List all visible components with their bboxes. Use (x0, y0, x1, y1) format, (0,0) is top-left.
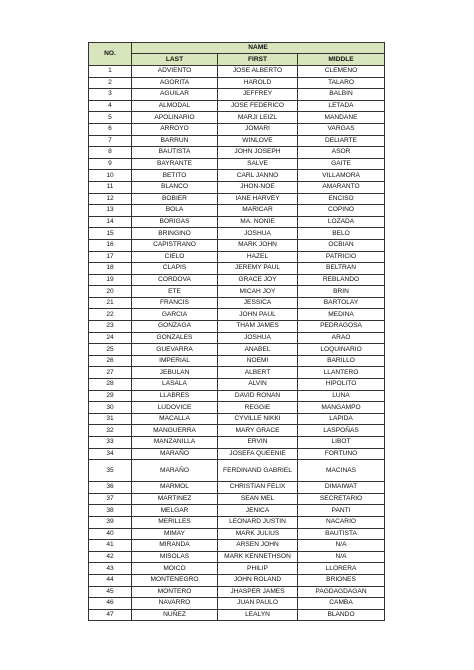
table-row (89, 493, 385, 505)
cell-middle: N/A (298, 551, 385, 563)
cell-first: ANABEL (218, 344, 298, 356)
cell-first: CYVILLE NIKKI (218, 413, 298, 425)
cell-last: BAYRANTE (132, 158, 218, 170)
table-row (89, 205, 385, 217)
table-row (89, 574, 385, 586)
cell-no: 3 (89, 89, 132, 101)
cell-first: GRACE JOY (218, 274, 298, 286)
cell-no: 14 (89, 216, 132, 228)
cell-middle: ENCISO (298, 193, 385, 205)
table-row (89, 344, 385, 356)
cell-middle: FORTUNO (298, 448, 385, 460)
table-row (89, 66, 385, 78)
cell-middle: LUNA (298, 390, 385, 402)
cell-last: GARCIA (132, 309, 218, 321)
cell-last: BRINGINO (132, 228, 218, 240)
cell-first: LEALYN (218, 609, 298, 621)
table-row (89, 551, 385, 563)
table-row (89, 460, 385, 482)
cell-middle: COPINO (298, 205, 385, 217)
cell-last: MISOLAS (132, 551, 218, 563)
cell-last: MELGAR (132, 505, 218, 517)
cell-last: MOICO (132, 563, 218, 575)
cell-first: JOSE ALBERTO (218, 66, 298, 78)
cell-no: 13 (89, 205, 132, 217)
table-row (89, 135, 385, 147)
cell-last: BETITO (132, 170, 218, 182)
cell-last: MARTINEZ (132, 493, 218, 505)
cell-first: MARK JOHN (218, 239, 298, 251)
table-row (89, 193, 385, 205)
cell-no: 35 (89, 460, 132, 482)
table-row (89, 89, 385, 101)
cell-last: MERILLES (132, 516, 218, 528)
cell-last: FRANCIS (132, 297, 218, 309)
cell-no: 42 (89, 551, 132, 563)
cell-last: AGUILAR (132, 89, 218, 101)
cell-middle: HIPOLITO (298, 379, 385, 391)
cell-middle: REBLANDO (298, 274, 385, 286)
cell-first: FERDINAND GABRIEL (218, 460, 298, 482)
cell-last: GONZAGA (132, 321, 218, 333)
cell-middle: OCBIAN (298, 239, 385, 251)
cell-middle: MEDINA (298, 309, 385, 321)
cell-middle: LETADA (298, 100, 385, 112)
cell-no: 10 (89, 170, 132, 182)
cell-last: ALMODAL (132, 100, 218, 112)
cell-first: JOMARI (218, 123, 298, 135)
cell-last: IMPERIAL (132, 355, 218, 367)
cell-first: MA. NONIE (218, 216, 298, 228)
cell-first: JOSE FEDERICO (218, 100, 298, 112)
cell-no: 16 (89, 239, 132, 251)
header-no: NO. (89, 43, 132, 66)
cell-middle: BRIONES (298, 574, 385, 586)
table-row (89, 239, 385, 251)
cell-no: 32 (89, 425, 132, 437)
cell-first: HAROLD (218, 77, 298, 89)
cell-middle: LOQUINARIO (298, 344, 385, 356)
table-row (89, 379, 385, 391)
cell-middle: VILLAMORA (298, 170, 385, 182)
table-row (89, 77, 385, 89)
cell-middle: DELIARTE (298, 135, 385, 147)
cell-middle: DIMAIWAT (298, 482, 385, 494)
table-row (89, 170, 385, 182)
table-row (89, 482, 385, 494)
cell-last: AGORITA (132, 77, 218, 89)
cell-no: 31 (89, 413, 132, 425)
cell-first: JHON-NOE (218, 181, 298, 193)
cell-last: BOBIER (132, 193, 218, 205)
cell-no: 38 (89, 505, 132, 517)
cell-no: 20 (89, 286, 132, 298)
cell-last: MANZANILLA (132, 437, 218, 449)
cell-middle: PATRICIO (298, 251, 385, 263)
cell-no: 22 (89, 309, 132, 321)
cell-last: MANGUERRA (132, 425, 218, 437)
table-row (89, 309, 385, 321)
cell-no: 1 (89, 66, 132, 78)
cell-first: PHILIP (218, 563, 298, 575)
cell-middle: BALBIN (298, 89, 385, 101)
header-middle: MIDDLE (298, 54, 385, 66)
cell-middle: VARGAS (298, 123, 385, 135)
cell-first: JOHN PAUL (218, 309, 298, 321)
cell-first: ALBERT (218, 367, 298, 379)
table-row (89, 147, 385, 159)
table-row (89, 586, 385, 598)
cell-no: 19 (89, 274, 132, 286)
cell-middle: BAUTISTA (298, 528, 385, 540)
table-row (89, 367, 385, 379)
cell-middle: CAMBA (298, 598, 385, 610)
cell-middle: BLANDO (298, 609, 385, 621)
cell-last: LUDOVICE (132, 402, 218, 414)
cell-no: 47 (89, 609, 132, 621)
table-row (89, 100, 385, 112)
cell-first: ARSEN JOHN (218, 540, 298, 552)
cell-first: JOSHUA (218, 228, 298, 240)
table-row (89, 112, 385, 124)
cell-no: 40 (89, 528, 132, 540)
table-row (89, 321, 385, 333)
table-row (89, 528, 385, 540)
table-row (89, 609, 385, 621)
cell-no: 6 (89, 123, 132, 135)
cell-no: 18 (89, 263, 132, 275)
table-row (89, 563, 385, 575)
cell-first: CARL JANNO (218, 170, 298, 182)
cell-middle: LAPIDA (298, 413, 385, 425)
cell-last: NUÑEZ (132, 609, 218, 621)
cell-middle: LLANTERO (298, 367, 385, 379)
cell-first: MARICAR (218, 205, 298, 217)
cell-no: 45 (89, 586, 132, 598)
cell-first: HAZEL (218, 251, 298, 263)
cell-no: 5 (89, 112, 132, 124)
cell-middle: GAITE (298, 158, 385, 170)
cell-no: 21 (89, 297, 132, 309)
cell-first: JESSICA (218, 297, 298, 309)
cell-last: NAVARRO (132, 598, 218, 610)
table-row (89, 216, 385, 228)
cell-middle: MANGAMPO (298, 402, 385, 414)
cell-no: 12 (89, 193, 132, 205)
cell-last: BORIGAS (132, 216, 218, 228)
header-last: LAST (132, 54, 218, 66)
cell-middle: BARTOLAY (298, 297, 385, 309)
cell-last: LLABRES (132, 390, 218, 402)
cell-no: 15 (89, 228, 132, 240)
cell-first: JOSEFA QUEENIE (218, 448, 298, 460)
table-body (89, 66, 385, 621)
cell-last: ETE (132, 286, 218, 298)
table-row (89, 540, 385, 552)
cell-last: ADVIENTO (132, 66, 218, 78)
cell-middle: MANDANE (298, 112, 385, 124)
table-row (89, 437, 385, 449)
cell-last: MONTERO (132, 586, 218, 598)
cell-last: BOLA (132, 205, 218, 217)
table-row (89, 263, 385, 275)
table-row (89, 516, 385, 528)
cell-last: LASALA (132, 379, 218, 391)
cell-last: ARROYO (132, 123, 218, 135)
cell-no: 4 (89, 100, 132, 112)
table-row (89, 251, 385, 263)
cell-middle: BELO (298, 228, 385, 240)
table-row (89, 228, 385, 240)
cell-middle: BELTRAN (298, 263, 385, 275)
cell-first: SEAN MEL (218, 493, 298, 505)
cell-no: 23 (89, 321, 132, 333)
cell-last: APOLINARIO (132, 112, 218, 124)
cell-middle: LIBOT (298, 437, 385, 449)
cell-first: JOHN ROLAND (218, 574, 298, 586)
cell-middle: ARAO (298, 332, 385, 344)
cell-no: 7 (89, 135, 132, 147)
cell-last: CORDOVA (132, 274, 218, 286)
cell-first: MARK JULIUS (218, 528, 298, 540)
table-row (89, 598, 385, 610)
cell-last: BAUTISTA (132, 147, 218, 159)
cell-last: CAPISTRANO (132, 239, 218, 251)
cell-middle: N/A (298, 540, 385, 552)
cell-no: 25 (89, 344, 132, 356)
cell-middle: SECRETARIO (298, 493, 385, 505)
cell-no: 43 (89, 563, 132, 575)
cell-first: LEONARD JUSTIN (218, 516, 298, 528)
cell-no: 39 (89, 516, 132, 528)
cell-last: MONTENEGRO (132, 574, 218, 586)
cell-middle: PEDRAGOSA (298, 321, 385, 333)
cell-no: 9 (89, 158, 132, 170)
table-row (89, 158, 385, 170)
cell-middle: LLORERA (298, 563, 385, 575)
cell-last: CLAPIS (132, 263, 218, 275)
cell-first: JUAN PAULO (218, 598, 298, 610)
table-row (89, 425, 385, 437)
cell-first: JOSHUA (218, 332, 298, 344)
cell-first: JOHN JOSEPH (218, 147, 298, 159)
cell-no: 26 (89, 355, 132, 367)
cell-no: 30 (89, 402, 132, 414)
table-row (89, 402, 385, 414)
cell-middle: ASOR (298, 147, 385, 159)
cell-middle: PAGDAGDAGAN (298, 586, 385, 598)
cell-first: SALVE (218, 158, 298, 170)
cell-middle: LASPOÑAS (298, 425, 385, 437)
cell-first: IANE HARVEY (218, 193, 298, 205)
cell-last: MIMAY (132, 528, 218, 540)
cell-last: GUEVARRA (132, 344, 218, 356)
cell-middle: BRIN (298, 286, 385, 298)
cell-first: MICAH JOY (218, 286, 298, 298)
cell-last: MARAÑO (132, 460, 218, 482)
cell-middle: LOZADA (298, 216, 385, 228)
cell-no: 46 (89, 598, 132, 610)
table-row (89, 274, 385, 286)
cell-last: BARRUN (132, 135, 218, 147)
cell-first: ALVIN (218, 379, 298, 391)
cell-last: MARMOL (132, 482, 218, 494)
cell-middle: TALARO (298, 77, 385, 89)
table-row (89, 297, 385, 309)
cell-last: MACALLA (132, 413, 218, 425)
cell-first: ERVIN (218, 437, 298, 449)
cell-first: NOEMI (218, 355, 298, 367)
cell-last: MARAÑO (132, 448, 218, 460)
cell-no: 29 (89, 390, 132, 402)
cell-no: 33 (89, 437, 132, 449)
cell-last: BLANCO (132, 181, 218, 193)
table-row (89, 413, 385, 425)
cell-first: MARJI LEIZL (218, 112, 298, 124)
name-list-table (88, 42, 385, 621)
cell-no: 34 (89, 448, 132, 460)
cell-first: WINLOVE (218, 135, 298, 147)
cell-first: THAM JAMES (218, 321, 298, 333)
cell-first: MARK KENNETHSON (218, 551, 298, 563)
cell-first: CHRISTIAN FELIX (218, 482, 298, 494)
cell-no: 27 (89, 367, 132, 379)
cell-no: 37 (89, 493, 132, 505)
cell-first: JEFFREY (218, 89, 298, 101)
cell-no: 44 (89, 574, 132, 586)
cell-first: MARY GRACE (218, 425, 298, 437)
cell-last: GONZALES (132, 332, 218, 344)
cell-no: 11 (89, 181, 132, 193)
cell-no: 28 (89, 379, 132, 391)
cell-first: REGGIE (218, 402, 298, 414)
cell-middle: CLEMENO (298, 66, 385, 78)
table-row (89, 123, 385, 135)
cell-middle: BARILLO (298, 355, 385, 367)
cell-middle: MACINAS (298, 460, 385, 482)
cell-first: DAVID RONAN (218, 390, 298, 402)
table-header (89, 43, 385, 66)
header-first: FIRST (218, 54, 298, 66)
header-name: NAME (132, 43, 385, 54)
table-row (89, 332, 385, 344)
cell-last: CIELO (132, 251, 218, 263)
table-row (89, 448, 385, 460)
cell-no: 41 (89, 540, 132, 552)
cell-first: JENICA (218, 505, 298, 517)
cell-no: 17 (89, 251, 132, 263)
table-row (89, 286, 385, 298)
cell-first: JHASPER JAMES (218, 586, 298, 598)
name-list-sheet (88, 42, 384, 621)
cell-last: MIRANDA (132, 540, 218, 552)
table-row (89, 505, 385, 517)
cell-no: 8 (89, 147, 132, 159)
cell-middle: AMARANTO (298, 181, 385, 193)
cell-middle: NACARIO (298, 516, 385, 528)
table-row (89, 181, 385, 193)
cell-no: 36 (89, 482, 132, 494)
table-row (89, 355, 385, 367)
cell-middle: PANTI (298, 505, 385, 517)
cell-first: JEREMY PAUL (218, 263, 298, 275)
table-row (89, 390, 385, 402)
cell-last: JEBULAN (132, 367, 218, 379)
cell-no: 2 (89, 77, 132, 89)
cell-no: 24 (89, 332, 132, 344)
